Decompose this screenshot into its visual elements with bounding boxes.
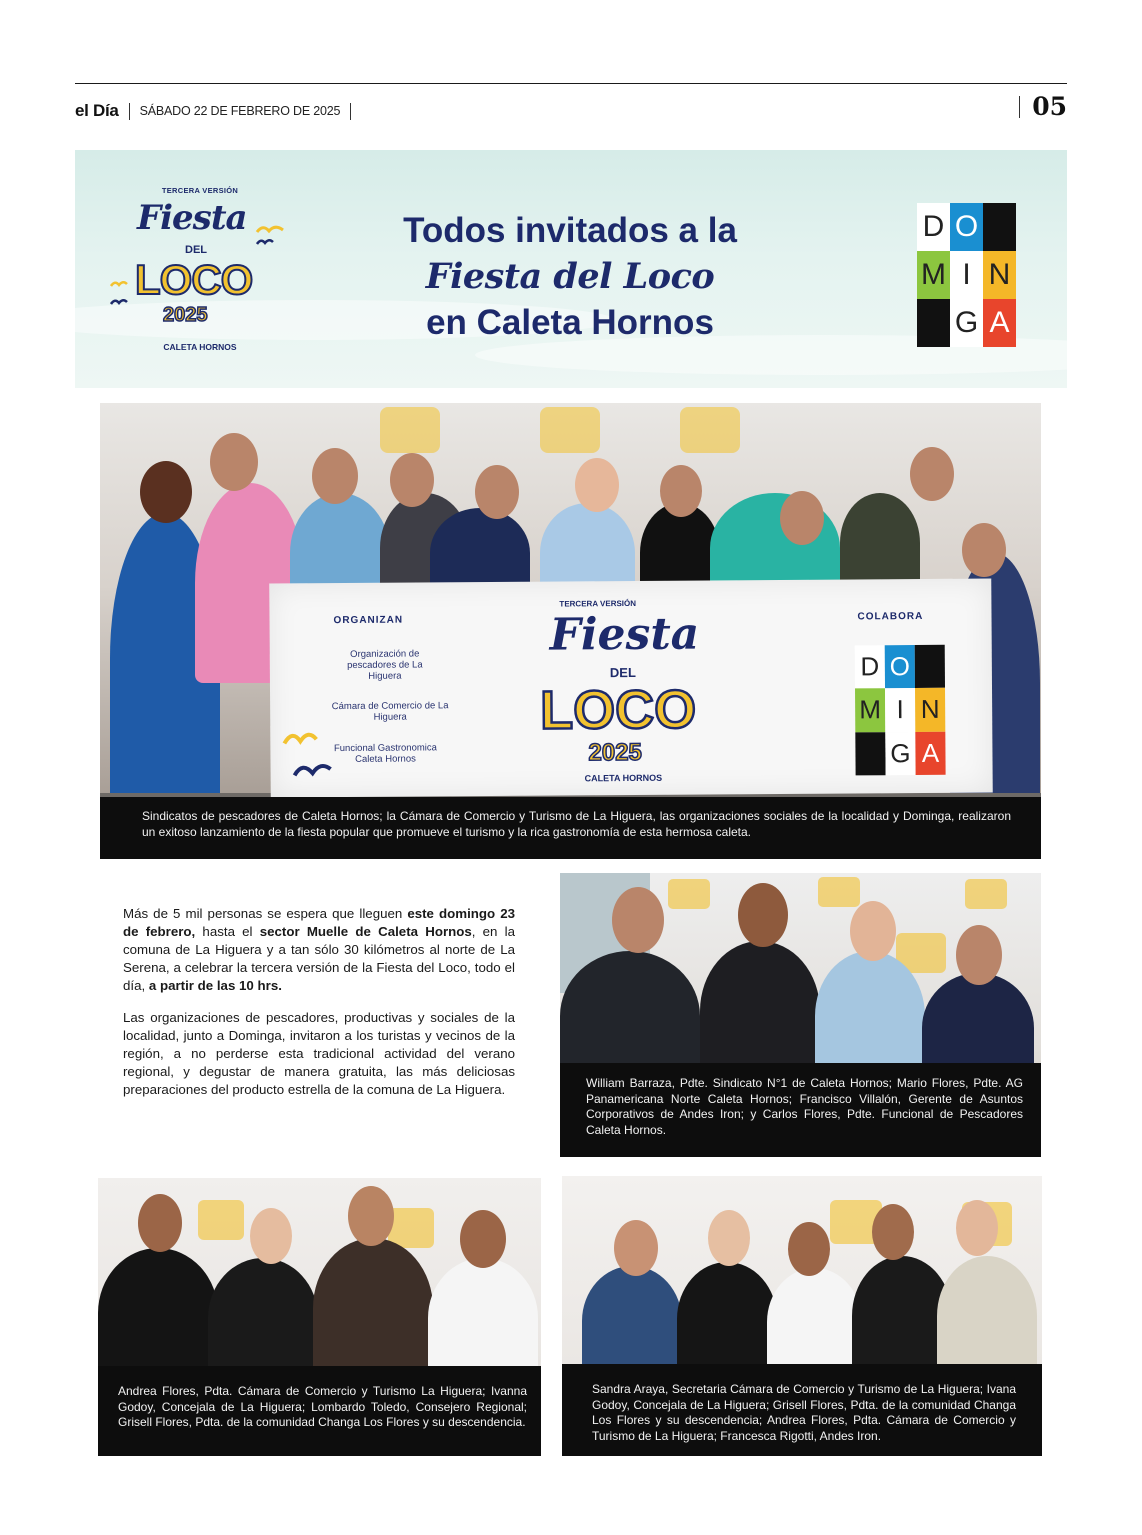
person [815, 951, 925, 1081]
person-head [575, 458, 619, 512]
headline-line-1: Todos invitados a la [403, 211, 737, 250]
person [98, 1248, 218, 1378]
logo-year: 2025 [163, 304, 208, 326]
caption-text: Sindicatos de pescadores de Caleta Hornos; la Cámara de Comercio y Turismo de La Higuera, las organizaciones sociales de la localidad y Dominga, realizaron un exitoso lanzamiento de la fiesta popular que promueve el turismo y la rica gastronomía de esta hermosa caleta. [142, 809, 1011, 839]
cloth-loco-word: LOCO [539, 679, 697, 741]
page-number-divider [1019, 96, 1020, 118]
person [937, 1256, 1037, 1376]
logo-place: CALETA HORNOS [163, 342, 237, 352]
person-head [660, 465, 702, 517]
photo-caption [560, 1063, 1041, 1157]
photo-caption [100, 797, 1041, 859]
person [840, 493, 920, 593]
person-head [910, 447, 954, 501]
photo-caption [98, 1366, 541, 1456]
person-head [788, 1222, 830, 1276]
article-body [123, 905, 515, 1099]
logo-edition: TERCERA VERSIÓN [161, 186, 239, 195]
header-divider [350, 103, 351, 120]
page-number: 05 [1032, 92, 1067, 121]
logo-del-word: DEL [185, 244, 207, 256]
caption-text: William Barraza, Pdte. Sindicato N°1 de Caleta Hornos; Mario Flores, Pdte. AG Panamericana Norte Caleta Hornos; Francisco Villalón, Gerente de Asuntos Corporativos de Andes Iron; y Carlos Flores, Pdte. Funcional de Pescadores Caleta Hornos. [586, 1076, 1023, 1137]
page-number-block [1019, 92, 1067, 121]
person-head [140, 461, 192, 523]
person [428, 1258, 538, 1378]
person-head [348, 1186, 394, 1246]
person-head [872, 1204, 914, 1260]
headline-line-2: Fiesta del Loco [425, 256, 715, 297]
article-text-run: Más de 5 mil personas se espera que lleguen [123, 906, 408, 921]
headline [365, 208, 775, 346]
person-head [708, 1210, 750, 1266]
seagull-icon [255, 236, 275, 248]
event-banner-cloth [269, 578, 992, 797]
issue-date: SÁBADO 22 DE FEBRERO DE 2025 [139, 104, 341, 118]
dominga-letter: D [917, 203, 950, 251]
person-head [210, 433, 258, 491]
organizan-label: ORGANIZAN [333, 614, 404, 627]
headline-line-3: en Caleta Hornos [426, 303, 714, 342]
page-header [75, 98, 361, 124]
dominga-logo [917, 203, 1016, 347]
person-head [390, 453, 434, 507]
person-head [475, 465, 519, 519]
person-head [250, 1208, 292, 1264]
cloth-edition: TERCERA VERSIÓN [559, 598, 637, 609]
organizer-1: Organización de pescadores de La Higuera [347, 648, 423, 682]
person-head [312, 448, 358, 504]
header-divider [129, 103, 130, 120]
cloth-year: 2025 [588, 738, 642, 767]
person [208, 1258, 318, 1378]
person [560, 951, 700, 1081]
newspaper-logo: el Día [75, 101, 119, 120]
person-head [956, 925, 1002, 985]
seagull-icon [109, 278, 129, 290]
dominga-letter: M [917, 251, 950, 299]
dominga-letter: G [950, 299, 983, 347]
group-photo-five-women [562, 1176, 1042, 1456]
dominga-tile [917, 299, 950, 347]
logo-loco-word: LOCO [135, 256, 253, 303]
colabora-label: COLABORA [857, 610, 924, 623]
dominga-letter: I [950, 251, 983, 299]
logo-fiesta-word: Fiesta [137, 198, 247, 238]
article-bold-run: a partir de las 10 hrs. [148, 978, 282, 993]
person-head [962, 523, 1006, 577]
caption-text: Andrea Flores, Pdta. Cámara de Comercio y Turismo La Higuera; Ivanna Godoy, Concejala de La Higuera; Lombardo Toledo, Consejero Regional; Grisell Flores, Pdta. de la comunidad Changa Los Flores y su descendencia. [118, 1384, 527, 1429]
person [582, 1266, 682, 1376]
dominga-letter: O [950, 203, 983, 251]
cloth-fiesta-word: Fiesta [549, 608, 700, 661]
organizer-2: Cámara de Comercio de La Higuera [331, 700, 449, 723]
photo-caption [562, 1364, 1042, 1456]
person-head [850, 901, 896, 961]
person-head [138, 1194, 182, 1252]
person-head [738, 883, 788, 947]
dominga-letter: N [983, 251, 1016, 299]
cloth-place: CALETA HORNOS [584, 772, 663, 784]
group-photo-four-people [98, 1178, 541, 1456]
person [767, 1268, 862, 1376]
person-head [614, 1220, 658, 1276]
article-bold-run: este domingo 23 de febrero, [123, 906, 516, 939]
article-text-run: hasta el [195, 924, 260, 939]
article-bold-run: sector Muelle de Caleta Hornos [259, 924, 472, 939]
fiesta-del-loco-logo [105, 186, 295, 356]
person-head [460, 1210, 506, 1268]
seagull-icon [290, 757, 334, 783]
dominga-tile [983, 203, 1016, 251]
person [700, 941, 820, 1081]
dominga-logo: D O M I N G A [855, 645, 946, 776]
top-rule [75, 83, 1067, 84]
article-paragraph-1 [123, 905, 515, 995]
group-photo-four-men [560, 873, 1041, 1157]
article-paragraph-2: Las organizaciones de pescadores, productivas y sociales de la localidad, junto a Dominga, invitaron a los turistas y vecinos de la región, a no perderse esta tradicional actividad del verano regional, y degustar de manera gratuita, las más deliciosas preparaciones del producto estrella de la comuna de La Higuera. [123, 1010, 515, 1097]
main-group-photo [100, 403, 1041, 859]
cloth-del-word: DEL [609, 664, 636, 681]
person [313, 1238, 433, 1378]
headline-banner [75, 150, 1067, 388]
seagull-icon [109, 296, 129, 308]
person-head [780, 491, 824, 545]
person-head [612, 887, 664, 953]
article-text-run: , en la comuna de La Higuera y a tan sólo 30 kilómetros al norte de La Serena, a celebrar la tercera versión de la Fiesta del Loco, todo el día, [123, 924, 515, 993]
person [677, 1262, 777, 1376]
caption-text: Sandra Araya, Secretaria Cámara de Comercio y Turismo de La Higuera; Ivana Godoy, Concejala de La Higuera; Grisell Flores, Pdta. de la comunidad Changa Los Flores y su descendencia; Andrea Flores, Pdta. Cámara de Comercio y Turismo de La Higuera; Francesca Rigotti, Andes Iron. [592, 1382, 1016, 1443]
organizer-3: Funcional Gastronomica Caleta Hornos [333, 742, 437, 765]
dominga-letter: A [983, 299, 1016, 347]
person-head [956, 1200, 998, 1256]
